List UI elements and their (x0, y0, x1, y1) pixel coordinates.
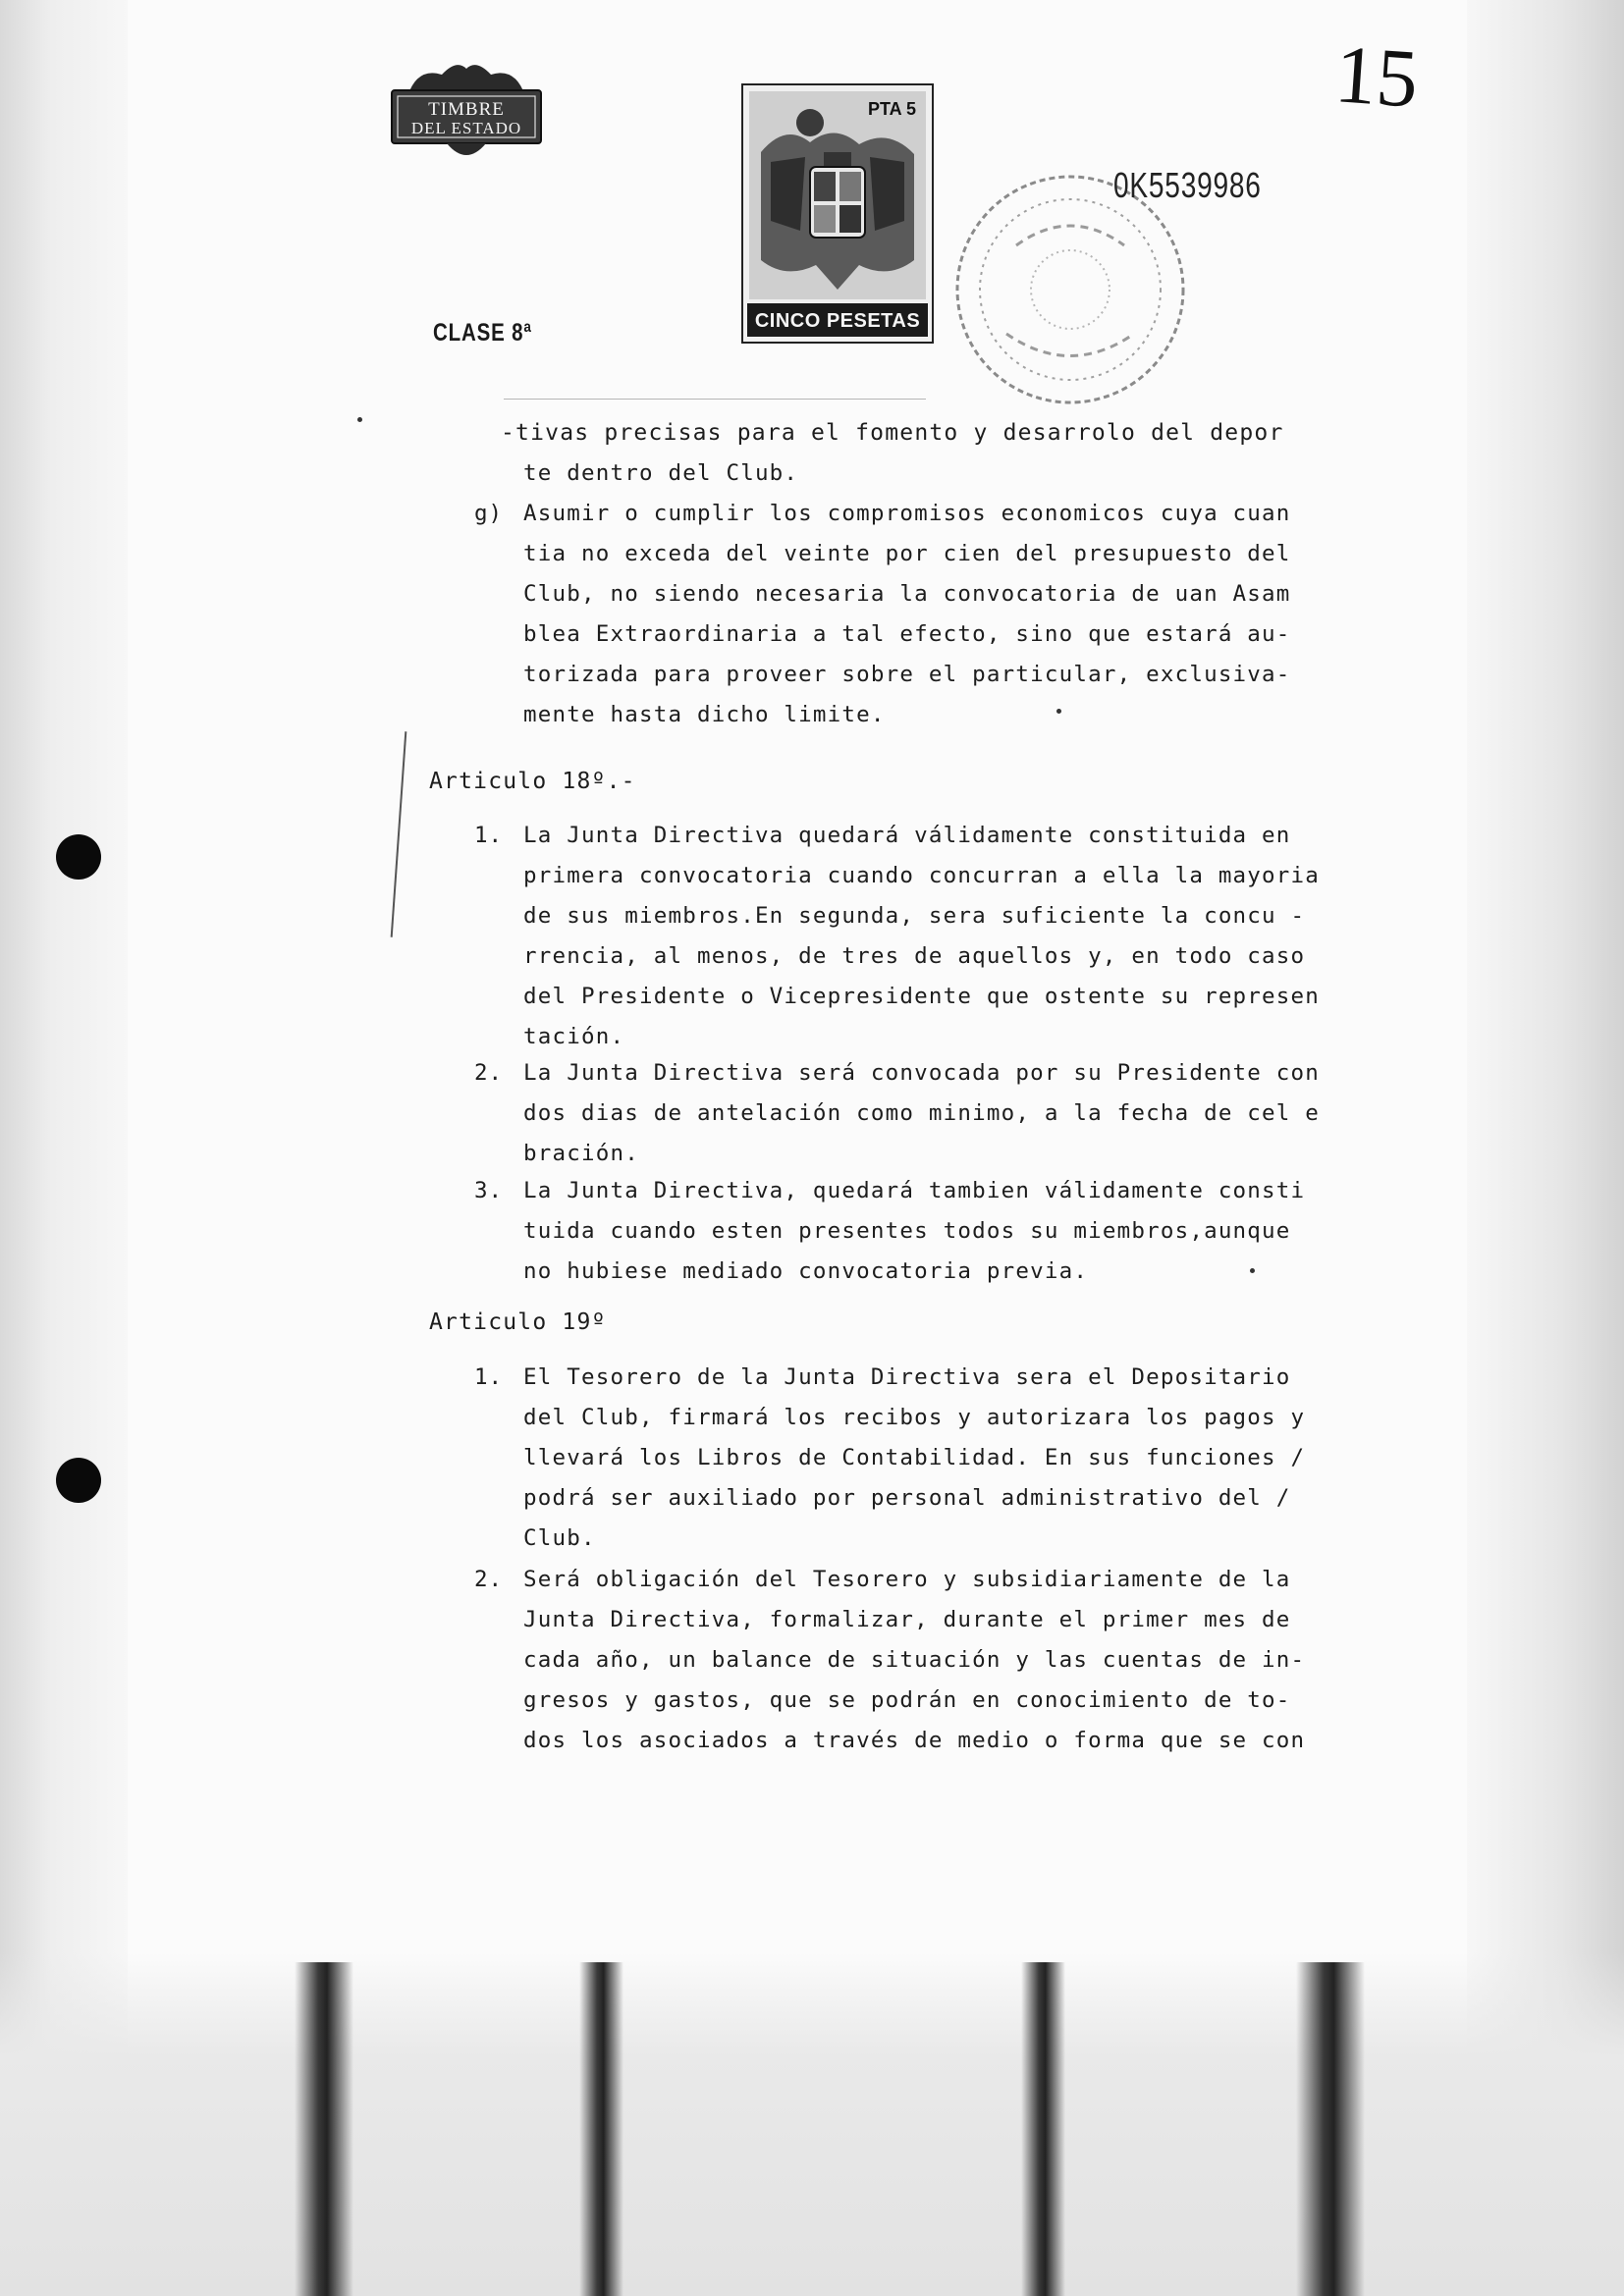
clause-line: gresos y gastos, que se podrán en conocimiento de to- (523, 1687, 1291, 1713)
clause-line: del Club, firmará los recibos y autorizara los pagos y (523, 1405, 1306, 1430)
clause-line: primera convocatoria cuando concurran a ella la mayoria (523, 863, 1321, 888)
continued-line: te dentro del Club. (523, 460, 799, 486)
clause-line: La Junta Directiva, quedará tambien válidamente consti (523, 1178, 1306, 1203)
clause-line: Junta Directiva, formalizar, durante el primer mes de (523, 1607, 1291, 1632)
clause-marker: 1. (474, 823, 504, 848)
timbre-line-1: TIMBRE (428, 99, 505, 120)
clause-marker: 1. (474, 1364, 504, 1390)
stamp-value: PTA 5 (867, 99, 916, 119)
clause-line: bración. (523, 1141, 639, 1166)
clause-line: no hubiese mediado convocatoria previa. (523, 1258, 1089, 1284)
article-18-heading: Articulo 18º.- (429, 769, 636, 794)
item-marker-g: g) (474, 501, 504, 526)
paragraph-line: Club, no siendo necesaria la convocatoria de uan Asam (523, 581, 1291, 607)
clause-line: La Junta Directiva será convocada por su Presidente con (523, 1060, 1321, 1086)
clause-line: La Junta Directiva quedará válidamente constituida en (523, 823, 1291, 848)
clause-marker: 2. (474, 1567, 504, 1592)
clause-line: El Tesorero de la Junta Directiva sera el Depositario (523, 1364, 1291, 1390)
paragraph-line: blea Extraordinaria a tal efecto, sino que estará au- (523, 621, 1291, 647)
clause-line: tación. (523, 1024, 625, 1049)
stamp-serial-number: 0K5539986 (1113, 165, 1262, 205)
clause-line: Será obligación del Tesorero y subsidiariamente de la (523, 1567, 1291, 1592)
clause-line: tuida cuando esten presentes todos su miembros,aunque (523, 1218, 1291, 1244)
paragraph-line: torizada para proveer sobre el particular, exclusiva- (523, 662, 1291, 687)
clause-line: dos los asociados a través de medio o forma que se con (523, 1728, 1306, 1753)
clause-line: dos dias de antelación como minimo, a la fecha de cel e (523, 1100, 1321, 1126)
clause-line: de sus miembros.En segunda, sera suficiente la concu - (523, 903, 1306, 929)
clause-line: llevará los Libros de Contabilidad. En sus funciones / (523, 1445, 1306, 1470)
clause-marker: 2. (474, 1060, 504, 1086)
paper-class-label: CLASE 8ª (433, 319, 532, 347)
paragraph-line: tia no exceda del veinte por cien del presupuesto del (523, 541, 1291, 566)
paragraph-line: mente hasta dicho limite. (523, 702, 886, 727)
stamp-caption: CINCO PESETAS (754, 310, 921, 332)
clause-marker: 3. (474, 1178, 504, 1203)
clause-line: rrencia, al menos, de tres de aquellos y, en todo caso (523, 943, 1306, 969)
clause-line: cada año, un balance de situación y las cuentas de in- (523, 1647, 1306, 1673)
handwritten-page-number: 15 (1331, 28, 1422, 126)
clause-line: del Presidente o Vicepresidente que ostente su represen (523, 984, 1321, 1009)
clause-line: podrá ser auxiliado por personal administrativo del / (523, 1485, 1291, 1511)
article-19-heading: Articulo 19º (429, 1309, 607, 1335)
timbre-line-2: DEL ESTADO (410, 119, 522, 137)
continued-line: -tivas precisas para el fomento y desarrolo del depor (501, 420, 1284, 446)
clause-line: Club. (523, 1525, 596, 1551)
paragraph-line: Asumir o cumplir los compromisos economicos cuya cuan (523, 501, 1291, 526)
